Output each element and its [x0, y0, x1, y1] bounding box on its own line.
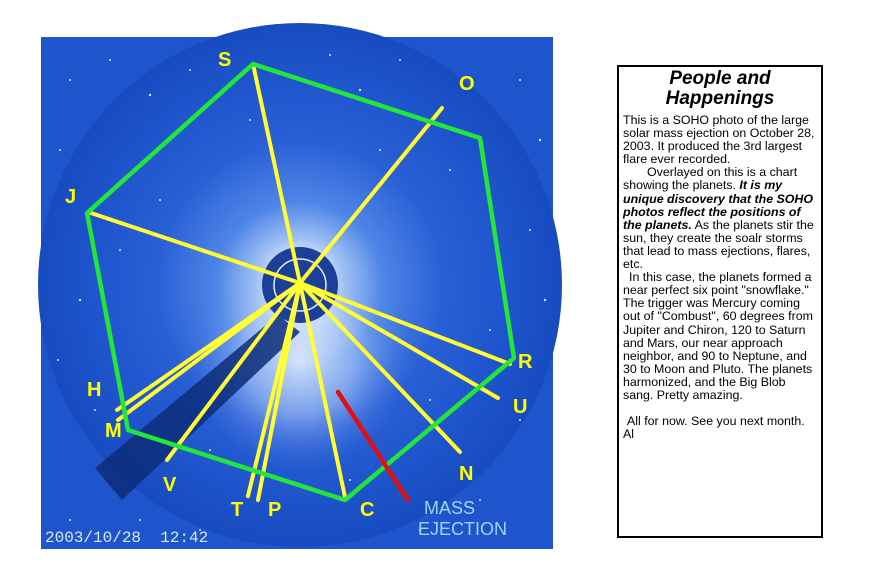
paragraph-2-start: Overlayed on this is a chart showing the planets.	[623, 165, 798, 193]
label-p: P	[268, 499, 282, 521]
label-n: N	[459, 463, 474, 485]
label-h: H	[87, 379, 102, 401]
label-t: T	[231, 499, 244, 521]
label-o: O	[459, 73, 475, 95]
mass-label-line1: MASS	[424, 498, 476, 518]
article-paragraph-3: In this case, the planets formed a near perfect six point "snowflake." The trigger was Mercury coming out of "Combust", 60 degrees from Jupiter and Chiron, 120 to Saturn and Mars, our near approach neighbor, and 90 to Neptune, and 30 to Moon and Pluto. The planets harmonized, and the Big Blob sang. Pretty amazing.	[623, 270, 813, 402]
label-m: M	[105, 420, 122, 442]
label-u: U	[513, 396, 528, 418]
article-paragraph-2	[623, 166, 817, 271]
label-c: C	[360, 499, 375, 521]
label-j: J	[65, 186, 77, 208]
paragraph-2-end: As the planets stir the sun, they create the soalr storms that lead to mass ejections, flares, etc.	[623, 217, 814, 272]
article-body	[623, 113, 822, 442]
people-and-happenings-box	[617, 65, 823, 538]
date-stamp: 2003/10/28 12:42	[45, 529, 209, 547]
article-title: People and Happenings	[665, 68, 775, 109]
paragraph-2-emphasis: It is my unique discovery that the SOHO photos reflect the positions of the planets.	[623, 178, 814, 232]
article-signoff: All for now. See you next month. Al	[623, 414, 822, 442]
article-paragraph-1: This is a SOHO photo of the large solar mass ejection on October 28, 2003. It produced the 3rd largest flare ever recorded.	[623, 113, 815, 167]
label-s: S	[218, 49, 232, 71]
mass-label-line2: EJECTION	[418, 519, 508, 539]
label-r: R	[518, 351, 533, 373]
label-v: V	[163, 474, 177, 496]
